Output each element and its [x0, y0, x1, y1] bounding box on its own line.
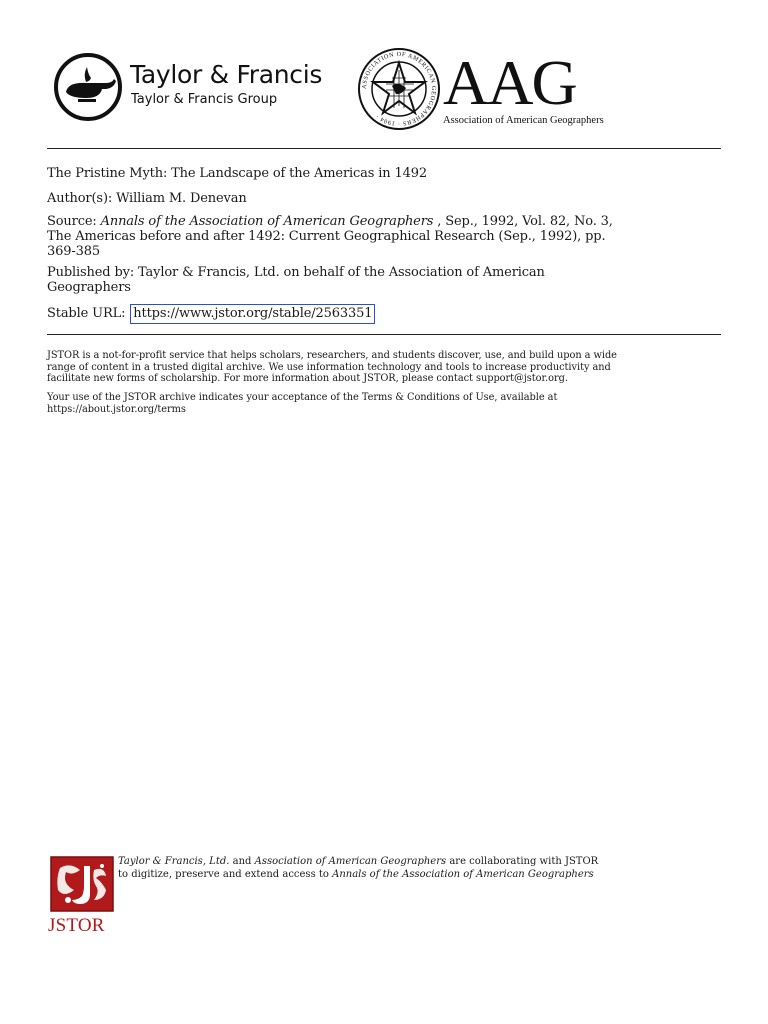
aag-abbrev: AAG	[443, 47, 576, 118]
source-journal: Annals of the Association of American Geographers	[100, 214, 434, 229]
notice-line-1: JSTOR is a not-for-profit service that helps scholars, researchers, and students discover, use, and build upon a wide	[47, 350, 617, 361]
stable-url-line	[47, 304, 727, 324]
terms-paragraph	[47, 392, 727, 415]
published-block	[47, 265, 727, 295]
source-block	[47, 214, 727, 259]
publisher-1: Taylor & Francis, Ltd.	[118, 856, 230, 867]
footer-line-2	[118, 869, 718, 882]
collaborating-text: are collaborating with JSTOR	[446, 856, 599, 867]
article-title: The Pristine Myth: The Landscape of the Americas in 1492	[47, 166, 427, 181]
footer-journal: Annals of the Association of American Geographers	[332, 868, 594, 880]
and-text: and	[229, 856, 255, 867]
aag-full-name: Association of American Geographers	[443, 115, 604, 126]
jstor-logo-icon	[50, 856, 114, 912]
published-line-1: Published by: Taylor & Francis, Ltd. on behalf of the Association of American	[47, 265, 545, 280]
published-line-2: Geographers	[47, 280, 131, 295]
publisher-2: Association of American Geographers	[254, 856, 447, 867]
svg-text:ASSOCIATION OF AMERICAN GEOGRA: ASSOCIATION OF AMERICAN GEOGRAPHERS · 1904 ·	[360, 50, 438, 128]
stable-url-link[interactable]: https://www.jstor.org/stable/2563351	[130, 304, 375, 324]
collaboration-statement	[118, 856, 718, 881]
notice-line-3: facilitate new forms of scholarship. For more information about JSTOR, please contact support@jstor.org.	[47, 373, 568, 384]
author-line	[47, 191, 727, 206]
jstor-wordmark: JSTOR	[48, 915, 105, 936]
terms-line-1: Your use of the JSTOR archive indicates your acceptance of the Terms & Conditions of Use, available at	[47, 392, 558, 403]
source-line-2: The Americas before and after 1492: Current Geographical Research (Sep., 1992), pp.	[47, 229, 606, 244]
taylor-francis-group: Taylor & Francis Group	[131, 92, 278, 107]
footer-line-1	[118, 856, 718, 869]
header-divider	[47, 148, 721, 149]
stable-url-label: Stable URL:	[47, 306, 130, 321]
author-name: William M. Denevan	[116, 191, 247, 206]
author-label: Author(s):	[47, 191, 117, 206]
source-line-1	[47, 214, 727, 229]
terms-url[interactable]: https://about.jstor.org/terms	[47, 403, 186, 415]
citation-divider	[47, 334, 721, 335]
source-line-3: 369-385	[47, 244, 100, 259]
taylor-francis-name: Taylor & Francis	[130, 60, 323, 89]
digitize-text: to digitize, preserve and extend access to	[118, 868, 333, 880]
lamp-icon	[52, 52, 124, 122]
source-details: , Sep., 1992, Vol. 82, No. 3,	[433, 214, 613, 229]
notice-line-2: range of content in a trusted digital archive. We use information technology and tools to increase productivity and	[47, 361, 611, 373]
aag-seal-icon	[356, 48, 442, 130]
source-label: Source:	[47, 214, 101, 229]
jstor-notice-paragraph	[47, 350, 727, 385]
